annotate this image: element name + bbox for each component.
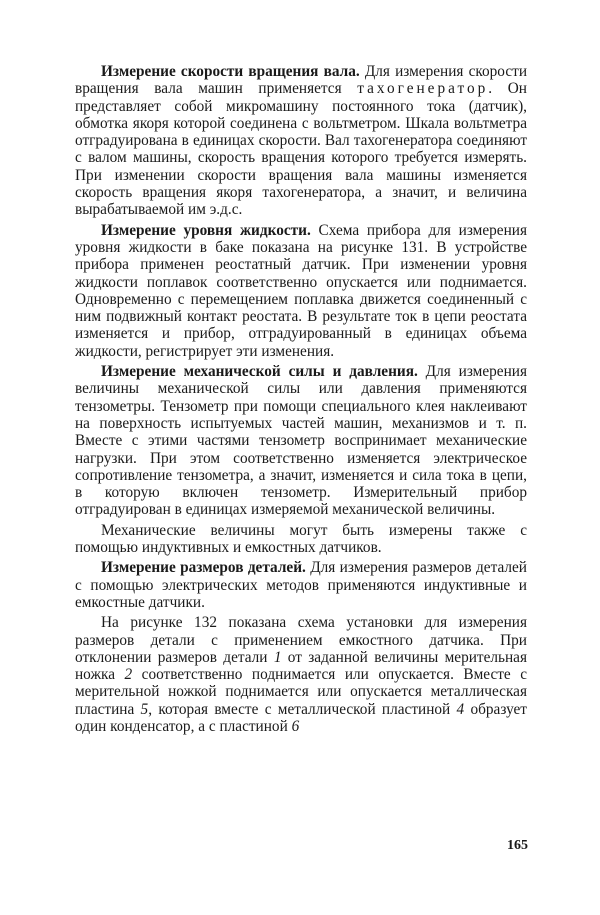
paragraph-text: На рисунке 132 показана схема установки для измерения размеров детали с применением емкостного датчика. При отклонении размеров детали xyxy=(75,614,527,666)
paragraph-text: от заданной величины мерительная ножка xyxy=(75,648,528,684)
page-number: 165 xyxy=(507,838,528,853)
paragraph-text: соответственно поднимается или опускается. Вместе с мерительной ножкой поднимается или опускается металлическая пластина xyxy=(75,666,527,718)
paragraph-text: . Он представляет собой микромашину постоянного тока (датчик), обмотка якоря которой соединена с вольтметром. Шкала вольтметра отградуирована в единицах скорости. Вал тахогенератора соединяют с валом машины, скорость вращения которого требуется измерять. При изменении скорости вращения вала машины изменяется скорость вращения якоря тахогенератора, а значит, и величина вырабатываемой им э.д.с. xyxy=(75,80,527,219)
paragraph-text: , которая вместе с металлической пластиной xyxy=(148,700,457,718)
heading-part-sizes: Измерение размеров деталей. xyxy=(101,559,306,577)
paragraph-text: Механические величины могут быть измерены также с помощью индуктивных и емкостных датчиков. xyxy=(75,521,527,557)
part-number: 1 xyxy=(273,648,282,666)
body-text xyxy=(75,63,527,735)
paragraph-text: Для измерения размеров деталей с помощью электрических методов применяются индуктивные и емкостные датчики. xyxy=(75,559,527,611)
spaced-term-tachogenerator: тахогенератор xyxy=(357,80,489,98)
paragraph-mechanical-force xyxy=(75,363,527,519)
paragraph-text: Для измерения величины механической силы или давления применяются тензометры. Тензометр при помощи специального клея наклеивают на поверхность испытуемых частей машин, механизмов и т. п. Вместе с этими частями тензометр воспринимает механические нагрузки. При этом соответственно изменяется электрическое сопротивление тензометра, а значит, изменяется и сила тока в цепи, в которую включен тензометр. Измерительный прибор отградуирован в единицах измеряемой механической величины. xyxy=(75,363,527,519)
paragraph-part-sizes xyxy=(75,559,527,611)
heading-liquid-level: Измерение уровня жидкости. xyxy=(101,221,311,239)
part-number: 2 xyxy=(124,666,133,684)
paragraph-text: Схема прибора для измерения уровня жидкости в баке показана на рисунке 131. В устройстве прибора применен реостатный датчик. При изменении уровня жидкости поплавок соответственно опускается или поднимается. Одновременно с перемещением поплавка движется соединенный с ним подвижный контакт реостата. В результате ток в цепи реостата изменяется и прибор, отградуированный в единицах объема жидкости, регистрирует эти изменения. xyxy=(75,221,527,360)
paragraph-figure-132 xyxy=(75,614,527,735)
paragraph-text: Для измерения скорости вращения вала машин применяется xyxy=(75,63,528,98)
part-number: 6 xyxy=(291,717,300,735)
paragraph-text: образует один конденсатор, а с пластиной xyxy=(75,700,527,735)
paragraph-other-sensors xyxy=(75,522,527,557)
paragraph-shaft-speed xyxy=(75,63,527,219)
paragraph-liquid-level xyxy=(75,222,527,360)
heading-mechanical-force: Измерение механической силы и давления. xyxy=(101,363,418,381)
part-number: 5 xyxy=(140,700,149,718)
part-number: 4 xyxy=(456,700,465,718)
heading-shaft-speed: Измерение скорости вращения вала. xyxy=(101,63,360,80)
